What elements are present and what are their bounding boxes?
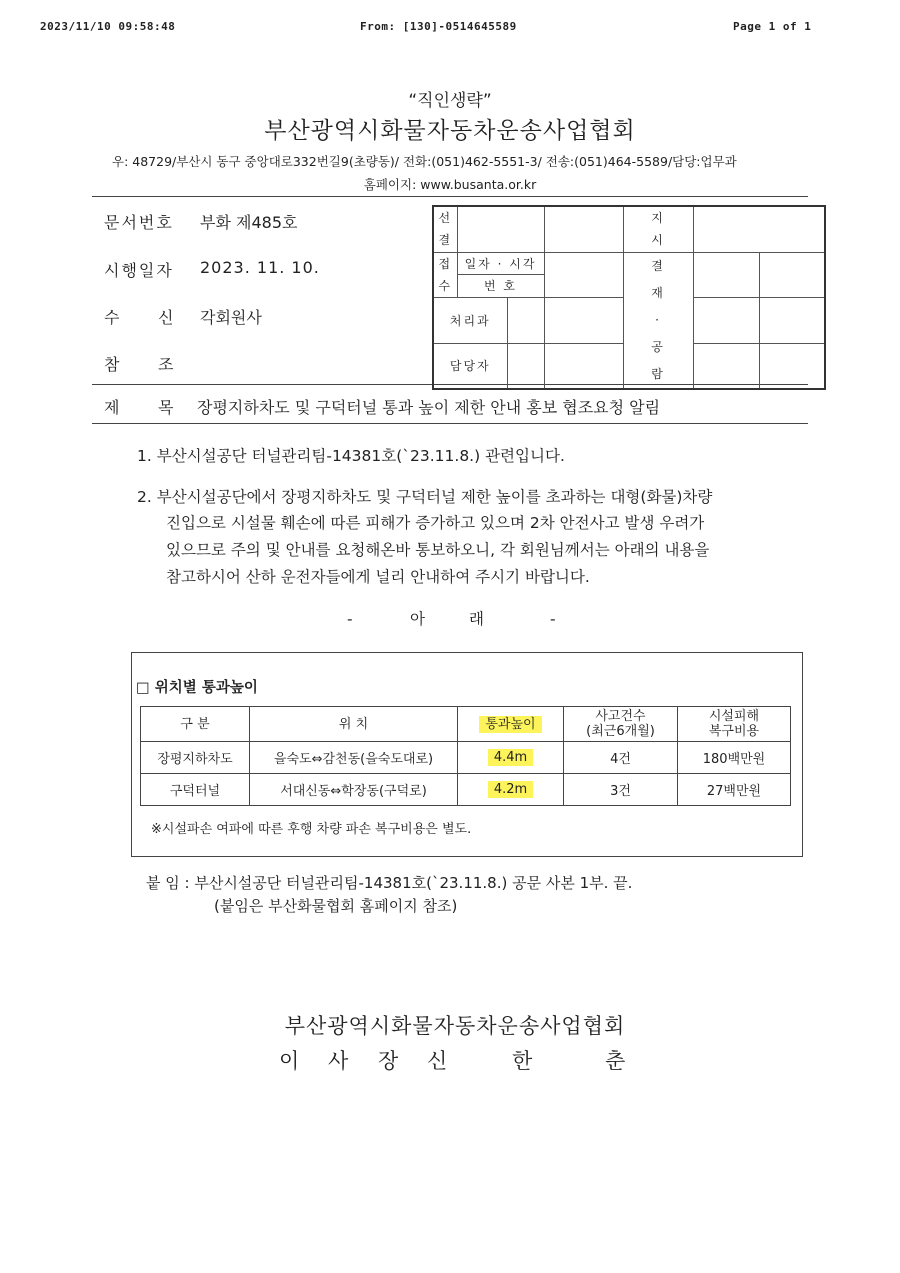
header-accidents: 사고건수 (최근6개월)	[564, 707, 678, 742]
subject: 장평지하차도 및 구덕터널 통과 높이 제한 안내 홍보 협조요청 알림	[197, 398, 661, 417]
header-category: 구 분	[141, 707, 250, 742]
below-a: 아	[410, 610, 425, 628]
body-item-2-line-4: 참고하시어 산하 운전자들에게 널리 안내하여 주시기 바랍니다.	[166, 568, 590, 586]
row-clearance: 4.2m	[458, 774, 564, 806]
org-name: 부산광역시화물자동차운송사업협회	[264, 118, 636, 144]
signature-char: 사	[328, 1049, 349, 1073]
fax-datetime: 2023/11/10 09:58:48	[40, 20, 176, 33]
row-clearance: 4.4m	[458, 742, 564, 774]
gyeoljae-cell-2	[759, 252, 825, 297]
header-divider	[92, 196, 808, 197]
beonho-label: 번 호	[457, 275, 544, 298]
jeop-su-cell-2	[601, 252, 623, 297]
row-accidents: 4건	[564, 742, 678, 774]
date-label: 시행일자	[104, 261, 174, 280]
table-row	[141, 742, 791, 774]
subject-label-1: 제	[104, 398, 122, 417]
subject-label-2: 목	[158, 398, 176, 417]
homepage: 홈페이지: www.busanta.or.kr	[363, 177, 537, 192]
signature-char: 이	[279, 1049, 300, 1073]
row-repair-cost: 180백만원	[678, 742, 791, 774]
gongram-cell-3	[693, 343, 759, 388]
recipient-label-1: 수	[104, 308, 122, 327]
attachment-line-1: 붙 임 : 부산시설공단 터널관리팀-14381호(`23.11.8.) 공문 사본 1부. 끝.	[146, 874, 633, 892]
seon-gyeol-cell-2	[544, 206, 623, 252]
row-category: 구덕터널	[141, 774, 250, 806]
signature-char: 장	[378, 1049, 399, 1073]
signature-char: 춘	[605, 1049, 626, 1073]
cheorigwa-label: 처리과	[433, 297, 507, 343]
gongram-cell-2	[759, 297, 825, 343]
row-repair-cost: 27백만원	[678, 774, 791, 806]
signature-char: 신	[427, 1049, 448, 1073]
row-category: 장평지하차도	[141, 742, 250, 774]
damdangja-label: 담당자	[433, 343, 507, 388]
jeop-su-cell	[544, 252, 601, 297]
body-item-2-line-2: 진입으로 시설물 훼손에 따른 피해가 증가하고 있으며 2차 안전사고 발생 우려가	[166, 514, 705, 532]
motto: “직인생략”	[408, 91, 492, 111]
row-location: 서대신동⇔학장동(구덕로)	[250, 774, 458, 806]
subject-divider	[92, 423, 808, 424]
jisi-cell	[693, 206, 825, 252]
height-table	[140, 706, 791, 806]
height-table-header-row	[141, 707, 791, 742]
damdangja-cell-1	[507, 343, 544, 388]
recipient: 각회원사	[200, 308, 262, 327]
gongram-cell-4	[759, 343, 825, 388]
signature-char: 한	[512, 1049, 533, 1073]
gyeoljae-cell-1	[693, 252, 759, 297]
fax-from: From: [130]-0514645589	[360, 20, 517, 33]
seon-gyeol-cell-1	[457, 206, 544, 252]
ref-label-1: 참	[104, 355, 122, 374]
approval-table	[432, 205, 826, 390]
ilja-sigak-label: 일자 · 시각	[457, 252, 544, 275]
height-table-title: □ 위치별 통과높이	[136, 680, 258, 696]
row-accidents: 3건	[564, 774, 678, 806]
row-location: 을숙도⇔감천동(을숙도대로)	[250, 742, 458, 774]
gongram-cell-1	[693, 297, 759, 343]
table-row	[141, 774, 791, 806]
below-dash-2: -	[550, 610, 556, 628]
cheorigwa-cell-2	[544, 297, 623, 343]
below-rae: 래	[469, 610, 484, 628]
body-item-1: 1. 부산시설공단 터널관리팀-14381호(`23.11.8.) 관련입니다.	[137, 447, 565, 465]
seon-gyeol-label: 선 결	[433, 206, 457, 252]
signature-org: 부산광역시화물자동차운송사업협회	[284, 1014, 626, 1038]
attachment-line-2: (붙임은 부산화물협회 홈페이지 참조)	[214, 897, 458, 915]
doc-no-label: 문서번호	[104, 213, 174, 232]
doc-no: 부화 제485호	[200, 213, 298, 232]
cheorigwa-cell-1	[507, 297, 544, 343]
table-note: ※시설파손 여파에 따른 후행 차량 파손 복구비용은 별도.	[151, 822, 472, 837]
ref-label-2: 조	[158, 355, 176, 374]
recipient-label-2: 신	[158, 308, 176, 327]
doc-date: 2023. 11. 10.	[200, 258, 320, 277]
gyeoljae-gongram-label: 결 재 · 공 람	[623, 252, 693, 389]
fax-page: Page 1 of 1	[733, 20, 812, 33]
body-item-2-line-3: 있으므로 주의 및 안내를 요청해온바 통보하오니, 각 회원님께서는 아래의 내용을	[166, 541, 710, 559]
header-location: 위 치	[250, 707, 458, 742]
header-clearance: 통과높이	[458, 707, 564, 742]
address: 우: 48729/부산시 동구 중앙대로332번길9(초량동)/ 전화:(051)462-5551-3/ 전송:(051)464-5589/담당:업무과	[112, 154, 737, 169]
below-dash-1: -	[347, 610, 353, 628]
header-repair-cost: 시설피해 복구비용	[678, 707, 791, 742]
body-item-2-line-1: 2. 부산시설공단에서 장평지하차도 및 구덕터널 제한 높이를 초과하는 대형(화물)차량	[137, 488, 713, 506]
jeop-su-label: 접 수	[433, 252, 457, 297]
damdangja-cell-2	[544, 343, 623, 388]
jisi-label: 지 시	[623, 206, 693, 252]
